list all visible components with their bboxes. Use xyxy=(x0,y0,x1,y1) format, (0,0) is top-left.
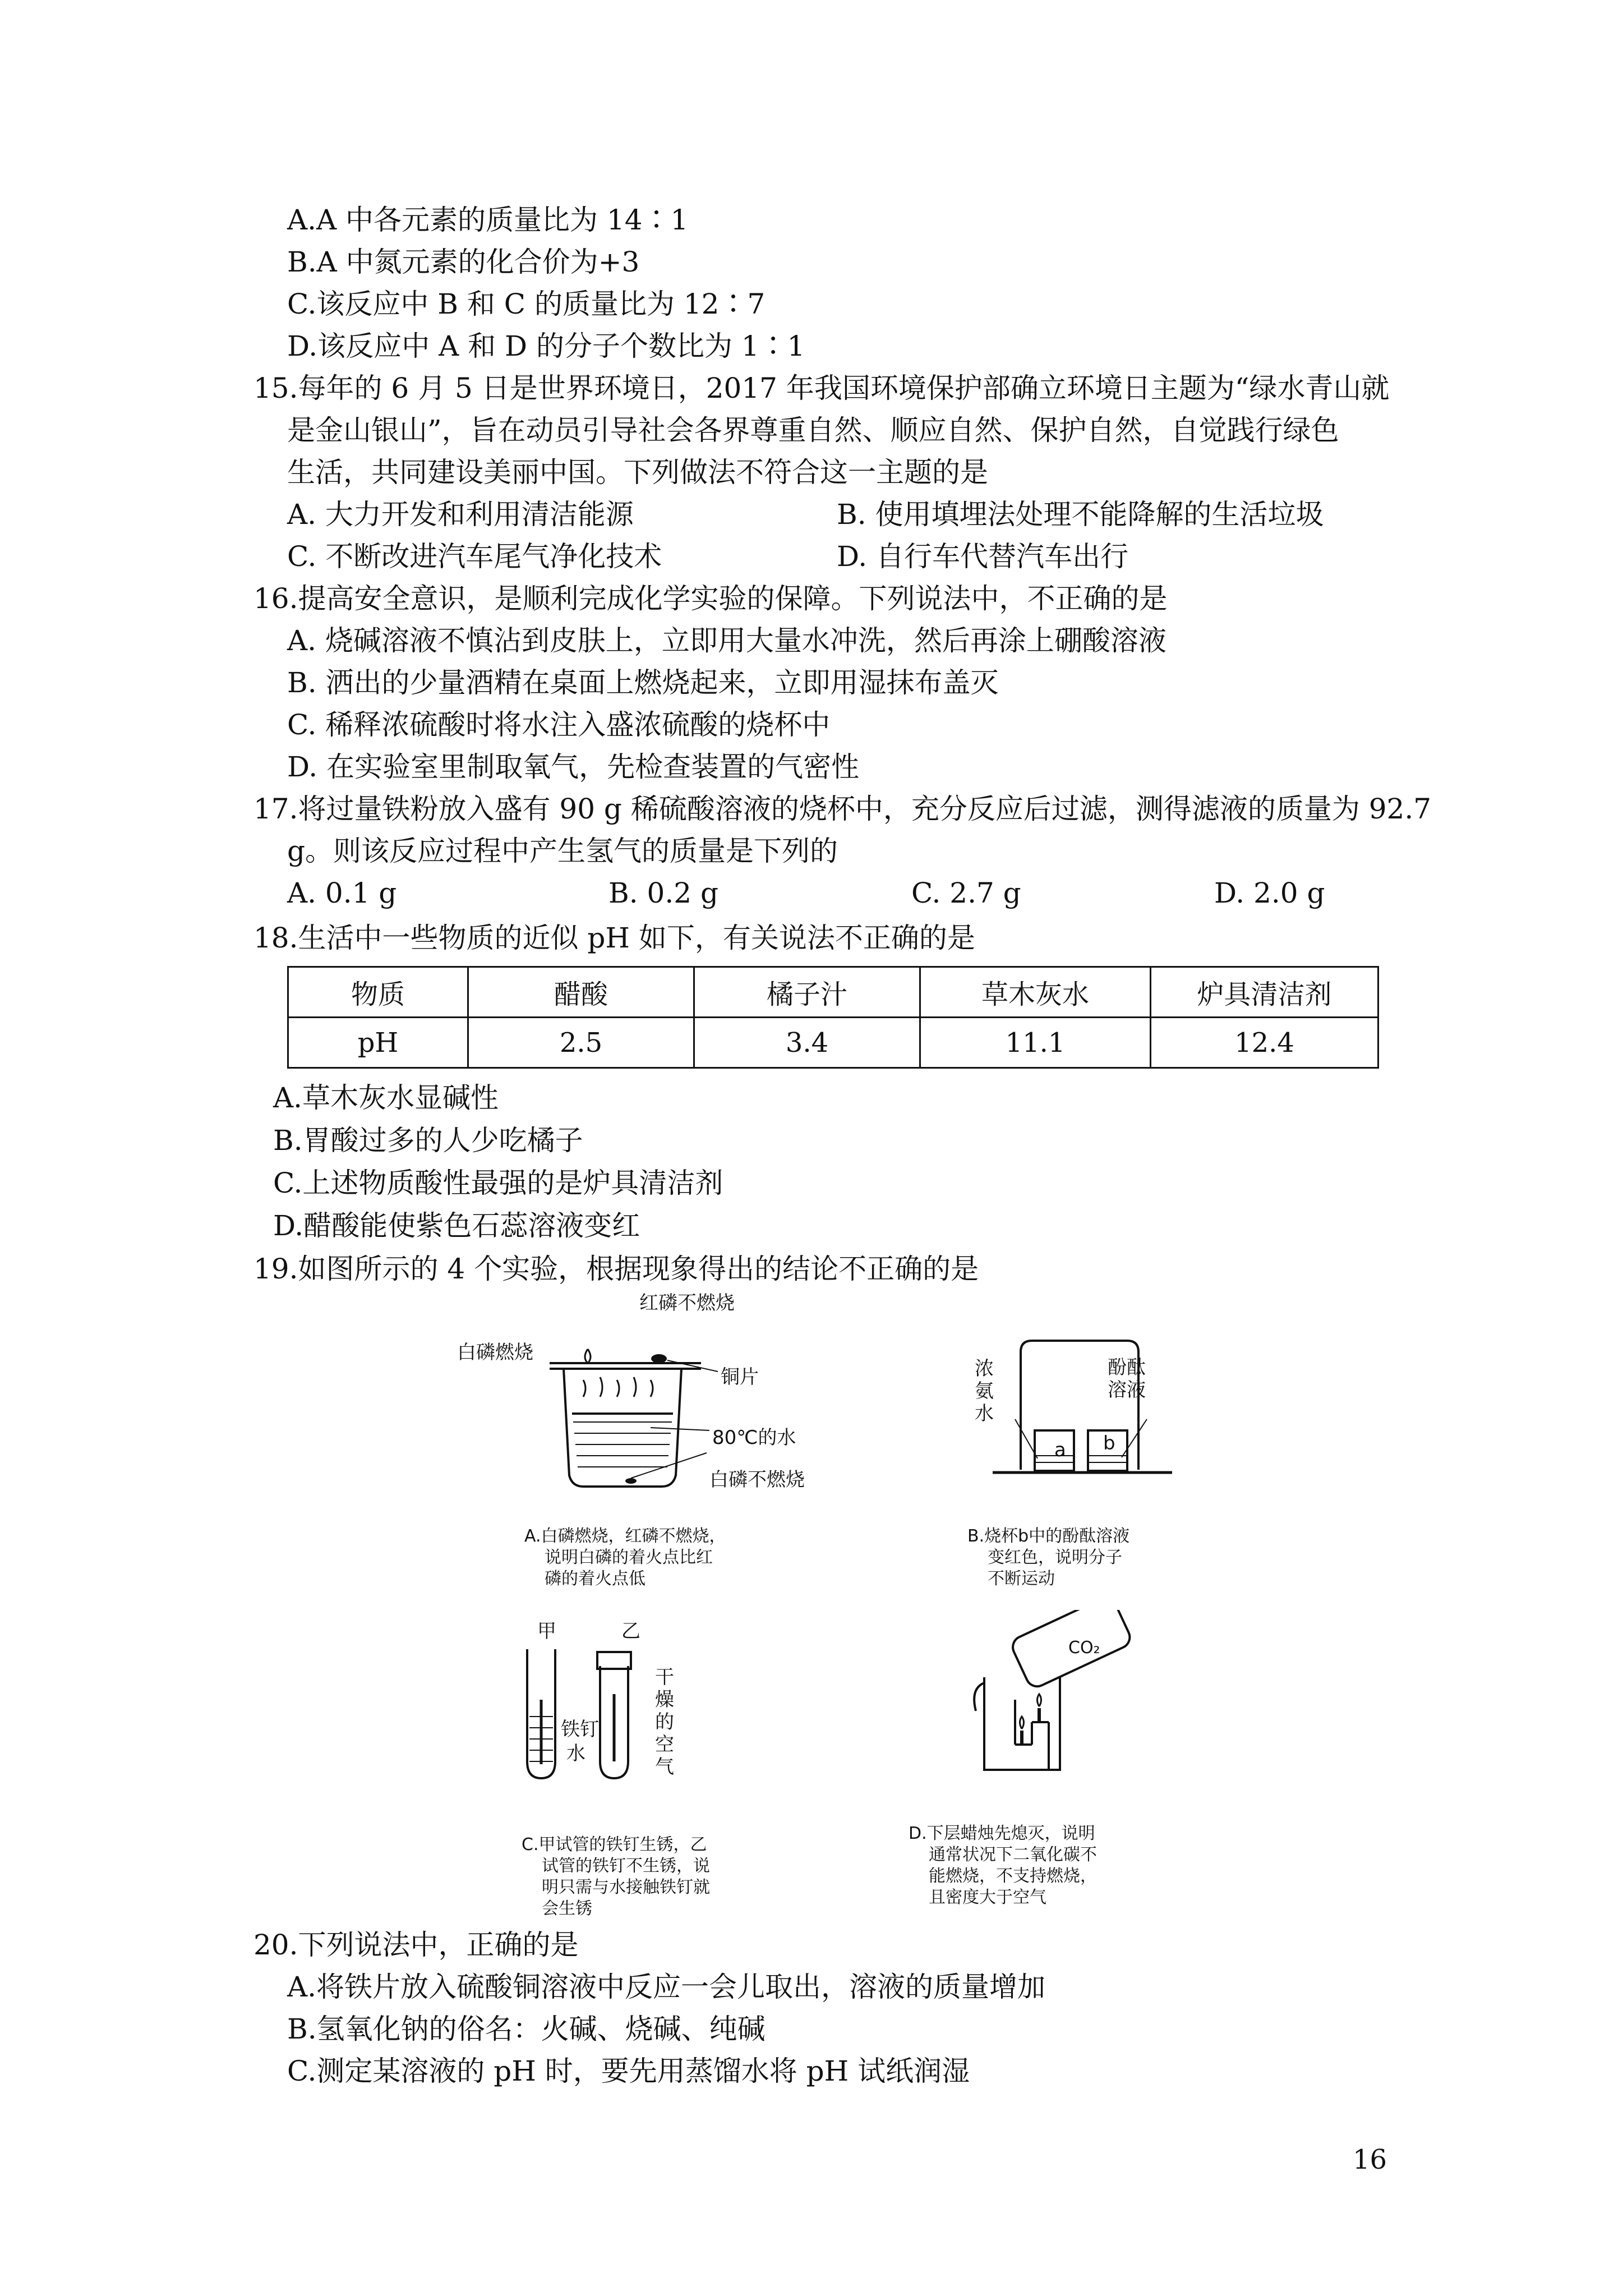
figure-c-label-iron-nail: 铁钉 xyxy=(561,1718,599,1741)
q16-option-d: D. 在实验室里制取氧气，先检查装置的气密性 xyxy=(287,751,860,783)
ph-table-header-row xyxy=(288,967,1378,1018)
figure-a-label-white-phosphorus-burns: 白磷燃烧 xyxy=(457,1341,533,1364)
figure-c-caption-line: C.甲试管的铁钉生锈，乙 xyxy=(522,1835,707,1855)
figure-c-caption-line: 明只需与水接触铁钉就 xyxy=(542,1878,710,1897)
figure-b-label-phenolphthalein: 酚酞溶液 xyxy=(1108,1356,1146,1401)
ph-table-header-cell: 醋酸 xyxy=(468,967,694,1018)
figure-a-label-hot-water: 80℃的水 xyxy=(712,1427,796,1449)
figure-c-caption-line: 会生锈 xyxy=(542,1899,592,1918)
figure-d-caption-line: 能燃烧，不支持燃烧， xyxy=(929,1866,1097,1886)
figure-c-caption-line: 试管的铁钉不生锈，说 xyxy=(542,1856,710,1876)
q18-option-b: B.胃酸过多的人少吃橘子 xyxy=(273,1124,583,1157)
figure-b-caption-line: B.烧杯b中的酚酞溶液 xyxy=(967,1526,1130,1546)
figure-b-caption-line: 变红色，说明分子 xyxy=(988,1548,1122,1567)
q16-option-c: C. 稀释浓硫酸时将水注入盛浓硫酸的烧杯中 xyxy=(287,708,831,741)
q17-option-b: B. 0.2 g xyxy=(608,877,718,909)
q14-option-d: D.该反应中 A 和 D 的分子个数比为 1∶1 xyxy=(287,330,805,362)
ph-table-cell: 11.1 xyxy=(920,1018,1151,1068)
figure-a-caption-line: A.白磷燃烧，红磷不燃烧， xyxy=(524,1526,726,1546)
q15-option-a: A. 大力开发和利用清洁能源 xyxy=(287,498,634,531)
figure-c-label-tube-yi: 乙 xyxy=(621,1620,640,1642)
q16-option-a: A. 烧碱溶液不慎沾到皮肤上，立即用大量水冲洗，然后再涂上硼酸溶液 xyxy=(287,624,1166,657)
q15-stem-line1: 15.每年的 6 月 5 日是世界环境日，2017 年我国环境保护部确立环境日主题为“绿水青山就 xyxy=(253,372,1390,404)
figure-b-caption-line: 不断运动 xyxy=(988,1569,1055,1589)
q17-option-d: D. 2.0 g xyxy=(1214,877,1325,909)
ph-table-header-cell: 物质 xyxy=(288,967,468,1018)
page-number: 16 xyxy=(1353,2144,1387,2175)
figure-b-caption xyxy=(967,1526,1129,1590)
q18-option-c: C.上述物质酸性最强的是炉具清洁剂 xyxy=(273,1167,723,1199)
q20-option-b: B.氢氧化钠的俗名：火碱、烧碱、纯碱 xyxy=(287,2013,766,2045)
q16-stem: 16.提高安全意识，是顺利完成化学实验的保障。下列说法中，不正确的是 xyxy=(253,582,1168,615)
q20-option-a: A.将铁片放入硫酸铜溶液中反应一会儿取出，溶液的质量增加 xyxy=(287,1971,1046,2003)
q14-option-b: B.A 中氮元素的化合价为+3 xyxy=(287,246,640,278)
ph-table-row xyxy=(288,1018,1378,1068)
figure-d-co2-candles xyxy=(948,1610,1172,1778)
figure-d-caption-line: 通常状况下二氧化碳不 xyxy=(929,1845,1097,1865)
ph-table xyxy=(287,966,1379,1069)
q17-option-c: C. 2.7 g xyxy=(911,877,1021,909)
figure-a-label-white-phosphorus-not-burning: 白磷不燃烧 xyxy=(709,1469,805,1491)
figure-a-caption-line: 说明白磷的着火点比红 xyxy=(545,1548,713,1567)
q15-option-d: D. 自行车代替汽车出行 xyxy=(837,540,1129,573)
q14-option-a: A.A 中各元素的质量比为 14∶1 xyxy=(287,204,689,236)
figure-d-caption-line: D.下层蜡烛先熄灭，说明 xyxy=(909,1824,1095,1843)
q20-stem: 20.下列说法中，正确的是 xyxy=(253,1929,579,1961)
figure-c-label-dry-air: 干燥的空气 xyxy=(655,1666,674,1778)
q20-option-c: C.测定某溶液的 pH 时，要先用蒸馏水将 pH 试纸润湿 xyxy=(287,2055,970,2087)
ph-table-header-cell: 橘子汁 xyxy=(694,967,920,1018)
ph-table-cell: 12.4 xyxy=(1151,1018,1378,1068)
ph-table-cell: 3.4 xyxy=(694,1018,920,1068)
figure-a-label-red-phosphorus: 红磷不燃烧 xyxy=(639,1292,735,1314)
figure-b-label-beaker-a: a xyxy=(1054,1439,1066,1461)
q15-option-c: C. 不断改进汽车尾气净化技术 xyxy=(287,540,662,573)
figure-a-caption-line: 磷的着火点低 xyxy=(545,1569,645,1589)
q18-stem: 18.生活中一些物质的近似 pH 如下，有关说法不正确的是 xyxy=(253,922,975,954)
q17-stem-line1: 17.将过量铁粉放入盛有 90 g 稀硫酸溶液的烧杯中，充分反应后过滤，测得滤液的质量为 92.7 xyxy=(253,793,1432,825)
figure-d-caption xyxy=(909,1823,1097,1908)
q15-stem-line2: 是金山银山”，旨在动员引导社会各界尊重自然、顺应自然、保护自然，自觉践行绿色 xyxy=(287,414,1339,447)
figure-a-label-copper-sheet: 铜片 xyxy=(721,1366,759,1388)
figure-d-caption-line: 且密度大于空气 xyxy=(929,1888,1046,1907)
q15-stem-line3: 生活，共同建设美丽中国。下列做法不符合这一主题的是 xyxy=(287,456,988,489)
figure-d-label-co2: CO₂ xyxy=(1068,1638,1100,1658)
q18-option-a: A.草木灰水显碱性 xyxy=(273,1082,499,1114)
figure-c-label-water: 水 xyxy=(566,1742,585,1765)
q14-option-c: C.该反应中 B 和 C 的质量比为 12∶7 xyxy=(287,288,766,320)
figure-a-caption xyxy=(524,1526,726,1590)
ph-table-cell: 2.5 xyxy=(468,1018,694,1068)
q19-stem: 19.如图所示的 4 个实验，根据现象得出的结论不正确的是 xyxy=(253,1253,979,1285)
figure-c-caption xyxy=(522,1834,710,1920)
q17-option-a: A. 0.1 g xyxy=(287,877,397,909)
figure-b-label-beaker-b: b xyxy=(1103,1432,1115,1455)
q17-stem-line2: g。则该反应过程中产生氢气的质量是下列的 xyxy=(287,835,838,867)
ph-table-cell: pH xyxy=(288,1018,468,1068)
figure-b-label-ammonia: 浓氨水 xyxy=(975,1358,994,1425)
q18-option-d: D.醋酸能使紫色石蕊溶液变红 xyxy=(273,1209,640,1242)
q15-option-b: B. 使用填埋法处理不能降解的生活垃圾 xyxy=(837,498,1324,531)
figure-b-ammonia-diffusion xyxy=(987,1329,1189,1492)
ph-table-header-cell: 炉具清洁剂 xyxy=(1151,967,1378,1018)
figure-c-label-tube-jia: 甲 xyxy=(537,1620,556,1642)
q16-option-b: B. 洒出的少量酒精在桌面上燃烧起来，立即用湿抹布盖灭 xyxy=(287,666,999,699)
ph-table-header-cell: 草木灰水 xyxy=(920,967,1151,1018)
